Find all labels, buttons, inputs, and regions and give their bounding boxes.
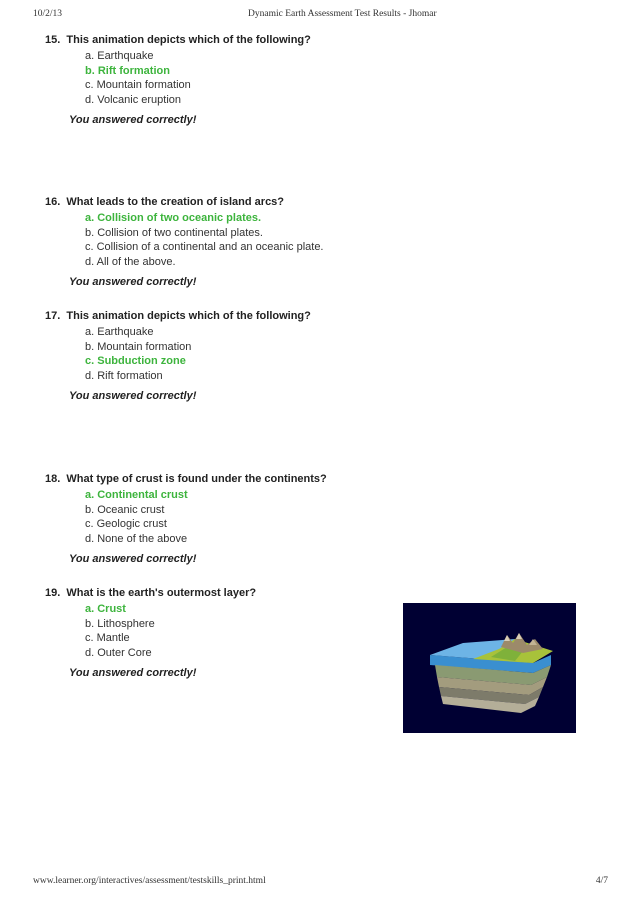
print-date: 10/2/13: [33, 9, 63, 19]
crust-animation-image: [403, 603, 576, 733]
question-text: What is the earth's outermost layer?: [66, 587, 257, 599]
answer-options: [85, 211, 324, 269]
question-15: [45, 34, 311, 126]
source-url: www.learner.org/interactives/assessment/testskills_print.html: [33, 876, 266, 886]
question-number: 17.: [45, 310, 61, 322]
answer-option: c. Mountain formation: [85, 79, 191, 92]
answer-options: [85, 602, 256, 660]
question-18: [45, 473, 327, 565]
answer-option: a. Earthquake: [85, 50, 154, 62]
question-text: What type of crust is found under the continents?: [66, 473, 327, 485]
question-number: 16.: [45, 196, 61, 208]
answer-option: c. Geologic crust: [85, 518, 167, 531]
question-16: [45, 196, 324, 288]
result-message: You answered correctly!: [69, 276, 197, 289]
answer-option: d. Volcanic eruption: [85, 93, 182, 106]
question-text: This animation depicts which of the following?: [66, 310, 311, 322]
answer-option: b. Collision of two continental plates.: [85, 226, 263, 239]
result-message: You answered correctly!: [69, 390, 197, 403]
print-footer: [33, 876, 608, 886]
answer-option: b. Lithosphere: [85, 617, 155, 630]
answer-option: a. Earthquake: [85, 326, 154, 338]
question-19: [45, 587, 256, 679]
answer-option-correct: a. Collision of two oceanic plates.: [85, 212, 262, 224]
result-message: You answered correctly!: [69, 553, 197, 566]
question-number: 18.: [45, 473, 61, 485]
print-title: Dynamic Earth Assessment Test Results - Jhomar: [248, 9, 437, 19]
answer-option: d. None of the above: [85, 532, 188, 545]
answer-options: [85, 325, 311, 383]
answer-option-correct: b. Rift formation: [85, 64, 170, 77]
answer-option: d. All of the above.: [85, 255, 176, 268]
question-17: [45, 310, 311, 402]
answer-option: b. Oceanic crust: [85, 503, 165, 516]
answer-option-correct: a. Continental crust: [85, 489, 188, 501]
answer-option-correct: a. Crust: [85, 603, 126, 615]
result-message: You answered correctly!: [69, 114, 197, 127]
answer-option: d. Rift formation: [85, 369, 163, 382]
answer-options: [85, 488, 327, 546]
question-text: This animation depicts which of the following?: [66, 34, 311, 46]
question-number: 15.: [45, 34, 61, 46]
answer-option-correct: c. Subduction zone: [85, 355, 186, 368]
question-text: What leads to the creation of island arcs?: [66, 196, 285, 208]
answer-options: [85, 49, 311, 107]
answer-option: c. Mantle: [85, 632, 130, 645]
result-message: You answered correctly!: [69, 667, 197, 680]
question-number: 19.: [45, 587, 61, 599]
answer-option: d. Outer Core: [85, 646, 152, 659]
crust-block-illustration: [403, 603, 576, 733]
answer-option: b. Mountain formation: [85, 340, 192, 353]
page-number: 4/7: [595, 876, 608, 886]
answer-option: c. Collision of a continental and an oceanic plate.: [85, 241, 324, 254]
